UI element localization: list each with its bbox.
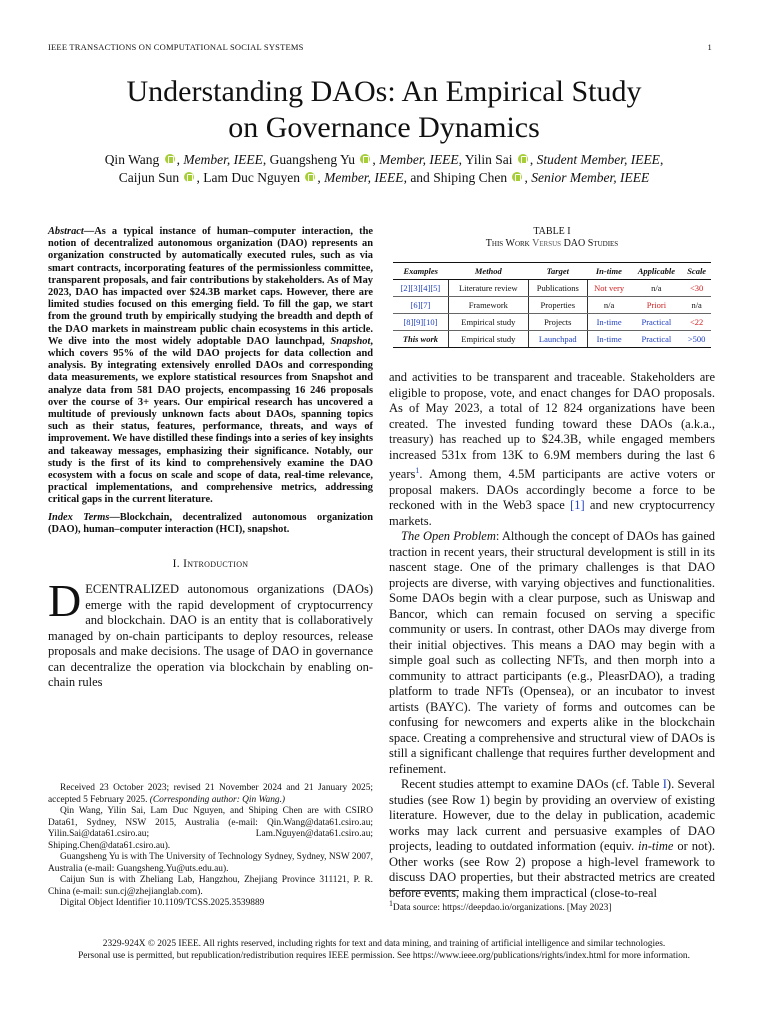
cell-examples: This work xyxy=(393,331,448,348)
author-list: Qin Wang , Member, IEEE, Guangsheng Yu , Member, IEEE, Yilin Sai , Student Member, IEEE, Caijun Sun , Lam Duc Nguyen , Member, IEEE, and Shiping Chen , Senior Member, IEEE xyxy=(104,152,664,185)
running-header xyxy=(48,42,712,52)
header-intime: In-time xyxy=(587,263,630,280)
copyright-notice xyxy=(30,938,738,962)
right-body-text xyxy=(389,370,715,901)
section-heading xyxy=(48,558,373,570)
author-name: Caijun Sun xyxy=(118,170,180,185)
abstract xyxy=(48,226,373,507)
cell-scale: n/a xyxy=(682,297,711,314)
intro-paragraph xyxy=(48,575,373,691)
paragraph-text: Recent studies attempt to examine DAOs (cf. Table xyxy=(401,777,663,792)
paper-title xyxy=(0,74,768,146)
open-problem-paragraph xyxy=(389,529,715,777)
section-title: Introduction xyxy=(183,558,249,571)
corresponding-author: (Corresponding author: Qin Wang.) xyxy=(149,794,286,805)
orcid-icon[interactable] xyxy=(512,172,522,182)
citation-link[interactable]: [1] xyxy=(570,498,585,513)
author-name: Shiping Chen xyxy=(433,170,508,185)
table-header-row xyxy=(393,263,711,280)
index-terms-text: —Blockchain, decentralized autonomous organization (DAO), human–computer interaction (HCI), snapshot. xyxy=(48,511,373,535)
intro-first-word: ECENTRALIZED xyxy=(85,582,179,597)
table-caption xyxy=(389,226,715,250)
cell-scale: <22 xyxy=(682,314,711,331)
abstract-text-2: , which covers 95% of the wild DAO projects for data collection and analysis. By integrating extensively enrolled DAOs and corresponding data measurements, we explore statistical resources from Snapshot and analyze data from 581 DAO projects, encompassing 16 246 proposals over the course of 3+ years. Our empirical research has uncovered a multitude of previously unknown facts about DAOs, spanning topics such as their status, features, performance, threats, and ways of improvement. We have distilled these findings into a series of key insights and takeaway messages, emphasizing their significance. Notably, our study is the first of its kind to comprehensively examine the DAO ecosystem with a focus on scale and scope of data, real-time relevance, practical implementations, and comprehensive metrics, addressing critical gaps in the current literature. xyxy=(48,335,373,506)
title-line-1: Understanding DAOs: An Empirical Study xyxy=(126,75,642,108)
table-row xyxy=(393,331,711,348)
cell-target: Properties xyxy=(528,297,587,314)
author-name: Qin Wang xyxy=(104,152,160,167)
cell-applicable: n/a xyxy=(630,280,682,297)
orcid-icon[interactable] xyxy=(165,154,175,164)
affiliation-footnotes xyxy=(48,783,373,910)
section-number: I. xyxy=(172,558,180,571)
header-method: Method xyxy=(448,263,528,280)
author-role: Member, IEEE xyxy=(183,152,263,167)
page-number: 1 xyxy=(707,42,712,52)
cell-method: Literature review xyxy=(448,280,528,297)
affiliation-note: Qin Wang, Yilin Sai, Lam Duc Nguyen, and Shiping Chen are with CSIRO Data61, Sydney, NSW 2015, Australia (e-mail: Qin.Wang@data61.csiro.au; Yilin.Sai@data61.csiro.au; Lam.Nguyen@data61.csiro.au; Shiping.Chen@data61.csiro.au). xyxy=(48,806,373,851)
table-number: TABLE I xyxy=(533,226,571,237)
paragraph-text: ). Several studies (see Row 1) begin by providing an overview of existing literature. However, due to the delay in publication, academic works may lack current and persuasive examples of DAO projects, leading to outdated information (equiv. xyxy=(389,777,715,854)
header-scale: Scale xyxy=(682,263,711,280)
data-source-footnote xyxy=(389,898,715,915)
author-role: Senior Member, IEEE xyxy=(531,170,650,185)
cell-target: Launchpad xyxy=(528,331,587,348)
paragraph-text: . Among them, 4.5M participants are active voters or proposal makers. DAOs accordingly become a force to be reckoned with in the Web3 space xyxy=(389,467,715,513)
copyright-line-1: 2329-924X © 2025 IEEE. All rights reserved, including rights for text and data mining, and training of artificial intelligence and similar technologies. xyxy=(102,939,666,949)
caption-versus: Versus xyxy=(532,238,562,249)
cell-applicable: Practical xyxy=(630,331,682,348)
author-role: Member, IEEE xyxy=(324,170,404,185)
table-row xyxy=(393,280,711,297)
table-ref-link[interactable]: I xyxy=(662,777,667,792)
header-target: Target xyxy=(528,263,587,280)
paragraph-text: and new cryptocurrency markets. xyxy=(389,498,715,528)
cell-method: Framework xyxy=(448,297,528,314)
author-role: Student Member, IEEE xyxy=(536,152,660,167)
author-name: Lam Duc Nguyen xyxy=(203,170,300,185)
paragraph-label: The Open Problem xyxy=(401,529,496,544)
abstract-label: Abstract xyxy=(48,226,84,237)
cell-intime: In-time xyxy=(587,331,630,348)
index-terms xyxy=(48,512,373,536)
footnote-divider xyxy=(389,890,459,891)
footnote-text: Data source: https://deepdao.io/organizations. [May 2023] xyxy=(392,903,612,914)
paragraph-text: and activities to be transparent and traceable. Stakeholders are eligible to propose, vote, and enact changes for DAO proposals. As of May 2023, a total of 12 824 organizations have been created. The invested funding toward these DAOs (a.k.a., treasury) has reached up to $24.3B, while engaged members increased 531x from 13K to 6.9M members during the last 6 years xyxy=(389,370,715,482)
header-applicable: Applicable xyxy=(630,263,682,280)
copyright-line-2: Personal use is permitted, but republication/redistribution requires IEEE permission. See https://www.ieee.org/publications/rights/index.html for more information. xyxy=(78,951,690,961)
footnote-number: 1 xyxy=(389,899,393,908)
abstract-text: —As a typical instance of human–computer interaction, the notion of decentralized autonomous organization (DAO) represents an organization constructed by automatically executed rules, such as via smart contracts, incorporating features of the permissionless committee, transparent proposals, and fair contributions by stakeholders. As of May 2023, DAO has impacted over $24.3B market caps. However, there are limited studies focused on this emerging field. To fill the gap, we start from the ground truth by empirically studying the breadth and depth of the DAO markets in mainstream public chain ecosystems in this article. We dive into the most widely adoptable DAO launchpad, xyxy=(48,226,373,347)
table-row xyxy=(393,297,711,314)
left-column xyxy=(48,226,373,691)
author-name: Guangsheng Yu xyxy=(269,152,355,167)
orcid-icon[interactable] xyxy=(360,154,370,164)
table-subtitle xyxy=(389,238,715,250)
author-name: Yilin Sai xyxy=(464,152,513,167)
cell-examples[interactable]: [2][3][4][5] xyxy=(393,280,448,297)
orcid-icon[interactable] xyxy=(184,172,194,182)
affiliation-note: Caijun Sun is with Zheliang Lab, Hangzhou, Zhejiang Province 311121, P. R. China (e-mail: sun.cj@zhejianglab.com). xyxy=(48,875,373,897)
cell-intime: n/a xyxy=(587,297,630,314)
cell-scale: >500 xyxy=(682,331,711,348)
received-note xyxy=(48,783,373,806)
cell-target: Projects xyxy=(528,314,587,331)
cell-examples[interactable]: [8][9][10] xyxy=(393,314,448,331)
received-text: Received 23 October 2023; revised 21 November 2024 and 21 January 2025; accepted 5 February 2025. xyxy=(48,783,373,805)
cell-scale: <30 xyxy=(682,280,711,297)
affiliation-note: Guangsheng Yu is with The University of Technology Sydney, Sydney, NSW 2007, Australia (e-mail: Guangsheng.Yu@uts.edu.au). xyxy=(48,852,373,874)
recent-studies-paragraph xyxy=(389,777,715,901)
drop-cap: D xyxy=(48,575,82,627)
doi-note: Digital Object Identifier 10.1109/TCSS.2025.3539889 xyxy=(60,898,265,908)
paragraph-continuation xyxy=(389,370,715,529)
title-line-2: on Governance Dynamics xyxy=(228,111,540,144)
author-conjunction: and xyxy=(410,170,430,185)
author-role: Member, IEEE xyxy=(379,152,459,167)
orcid-icon[interactable] xyxy=(518,154,528,164)
orcid-icon[interactable] xyxy=(305,172,315,182)
index-terms-label: Index Terms xyxy=(48,511,110,523)
header-examples: Examples xyxy=(393,263,448,280)
footnote-marker[interactable]: 1 xyxy=(415,466,420,475)
caption-this-work: This Work xyxy=(485,238,530,249)
cell-method: Empirical study xyxy=(448,314,528,331)
abstract-snapshot: Snapshot xyxy=(330,335,371,347)
cell-applicable: Practical xyxy=(630,314,682,331)
cell-intime: Not very xyxy=(587,280,630,297)
cell-target: Publications xyxy=(528,280,587,297)
paragraph-text: : Although the concept of DAOs has gained traction in recent years, their structural development is still in its nascent stage. One of the primary challenges is that DAO projects are diverse, with varying objectives and functionalities. Some DAOs begin with a clear purpose, such as Uniswap and Bancor, which can remain focused on serving a specific community or users. In contrast, other DAOs may diverge from their initial objectives. This means a DAO may begin with a simple goal such as collecting NFTs, and then morph into a community to attract participants (e.g., PleasrDAO), a trading platform to trade NFTs (Opensea), or an incubator to invest artists (BAYC). The variety of forms and outcomes can be confusing for newcomers and experts alike in the blockchain space. Creating a comprehensive and structural view of DAOs is still a significant challenge that requires further development and refinement. xyxy=(389,529,715,776)
journal-name: IEEE TRANSACTIONS ON COMPUTATIONAL SOCIAL SYSTEMS xyxy=(48,42,304,52)
comparison-table xyxy=(393,262,711,348)
paragraph-text: or not). Other works (see Row 2) propose a high-level framework to discuss DAO properties, but their abstracted metrics are created before events, making them impractical (close-to-real xyxy=(389,839,715,900)
table-row xyxy=(393,314,711,331)
cell-examples[interactable]: [6][7] xyxy=(393,297,448,314)
cell-intime: In-time xyxy=(587,314,630,331)
cell-method: Empirical study xyxy=(448,331,528,348)
cell-applicable: Priori xyxy=(630,297,682,314)
right-column xyxy=(389,226,715,901)
intro-text: autonomous organizations (DAOs) emerge with the rapid development of cryptocurrency and blockchain. DAO is an entity that is collaboratively managed by on-chain participants to deploy resources, release proposals and make decisions. The usage of DAO in governance can decentralize the operation via blockchain by enabling on-chain rules xyxy=(48,582,373,690)
caption-dao-studies: DAO Studies xyxy=(563,238,619,249)
emphasis-text: in-time xyxy=(638,839,674,854)
